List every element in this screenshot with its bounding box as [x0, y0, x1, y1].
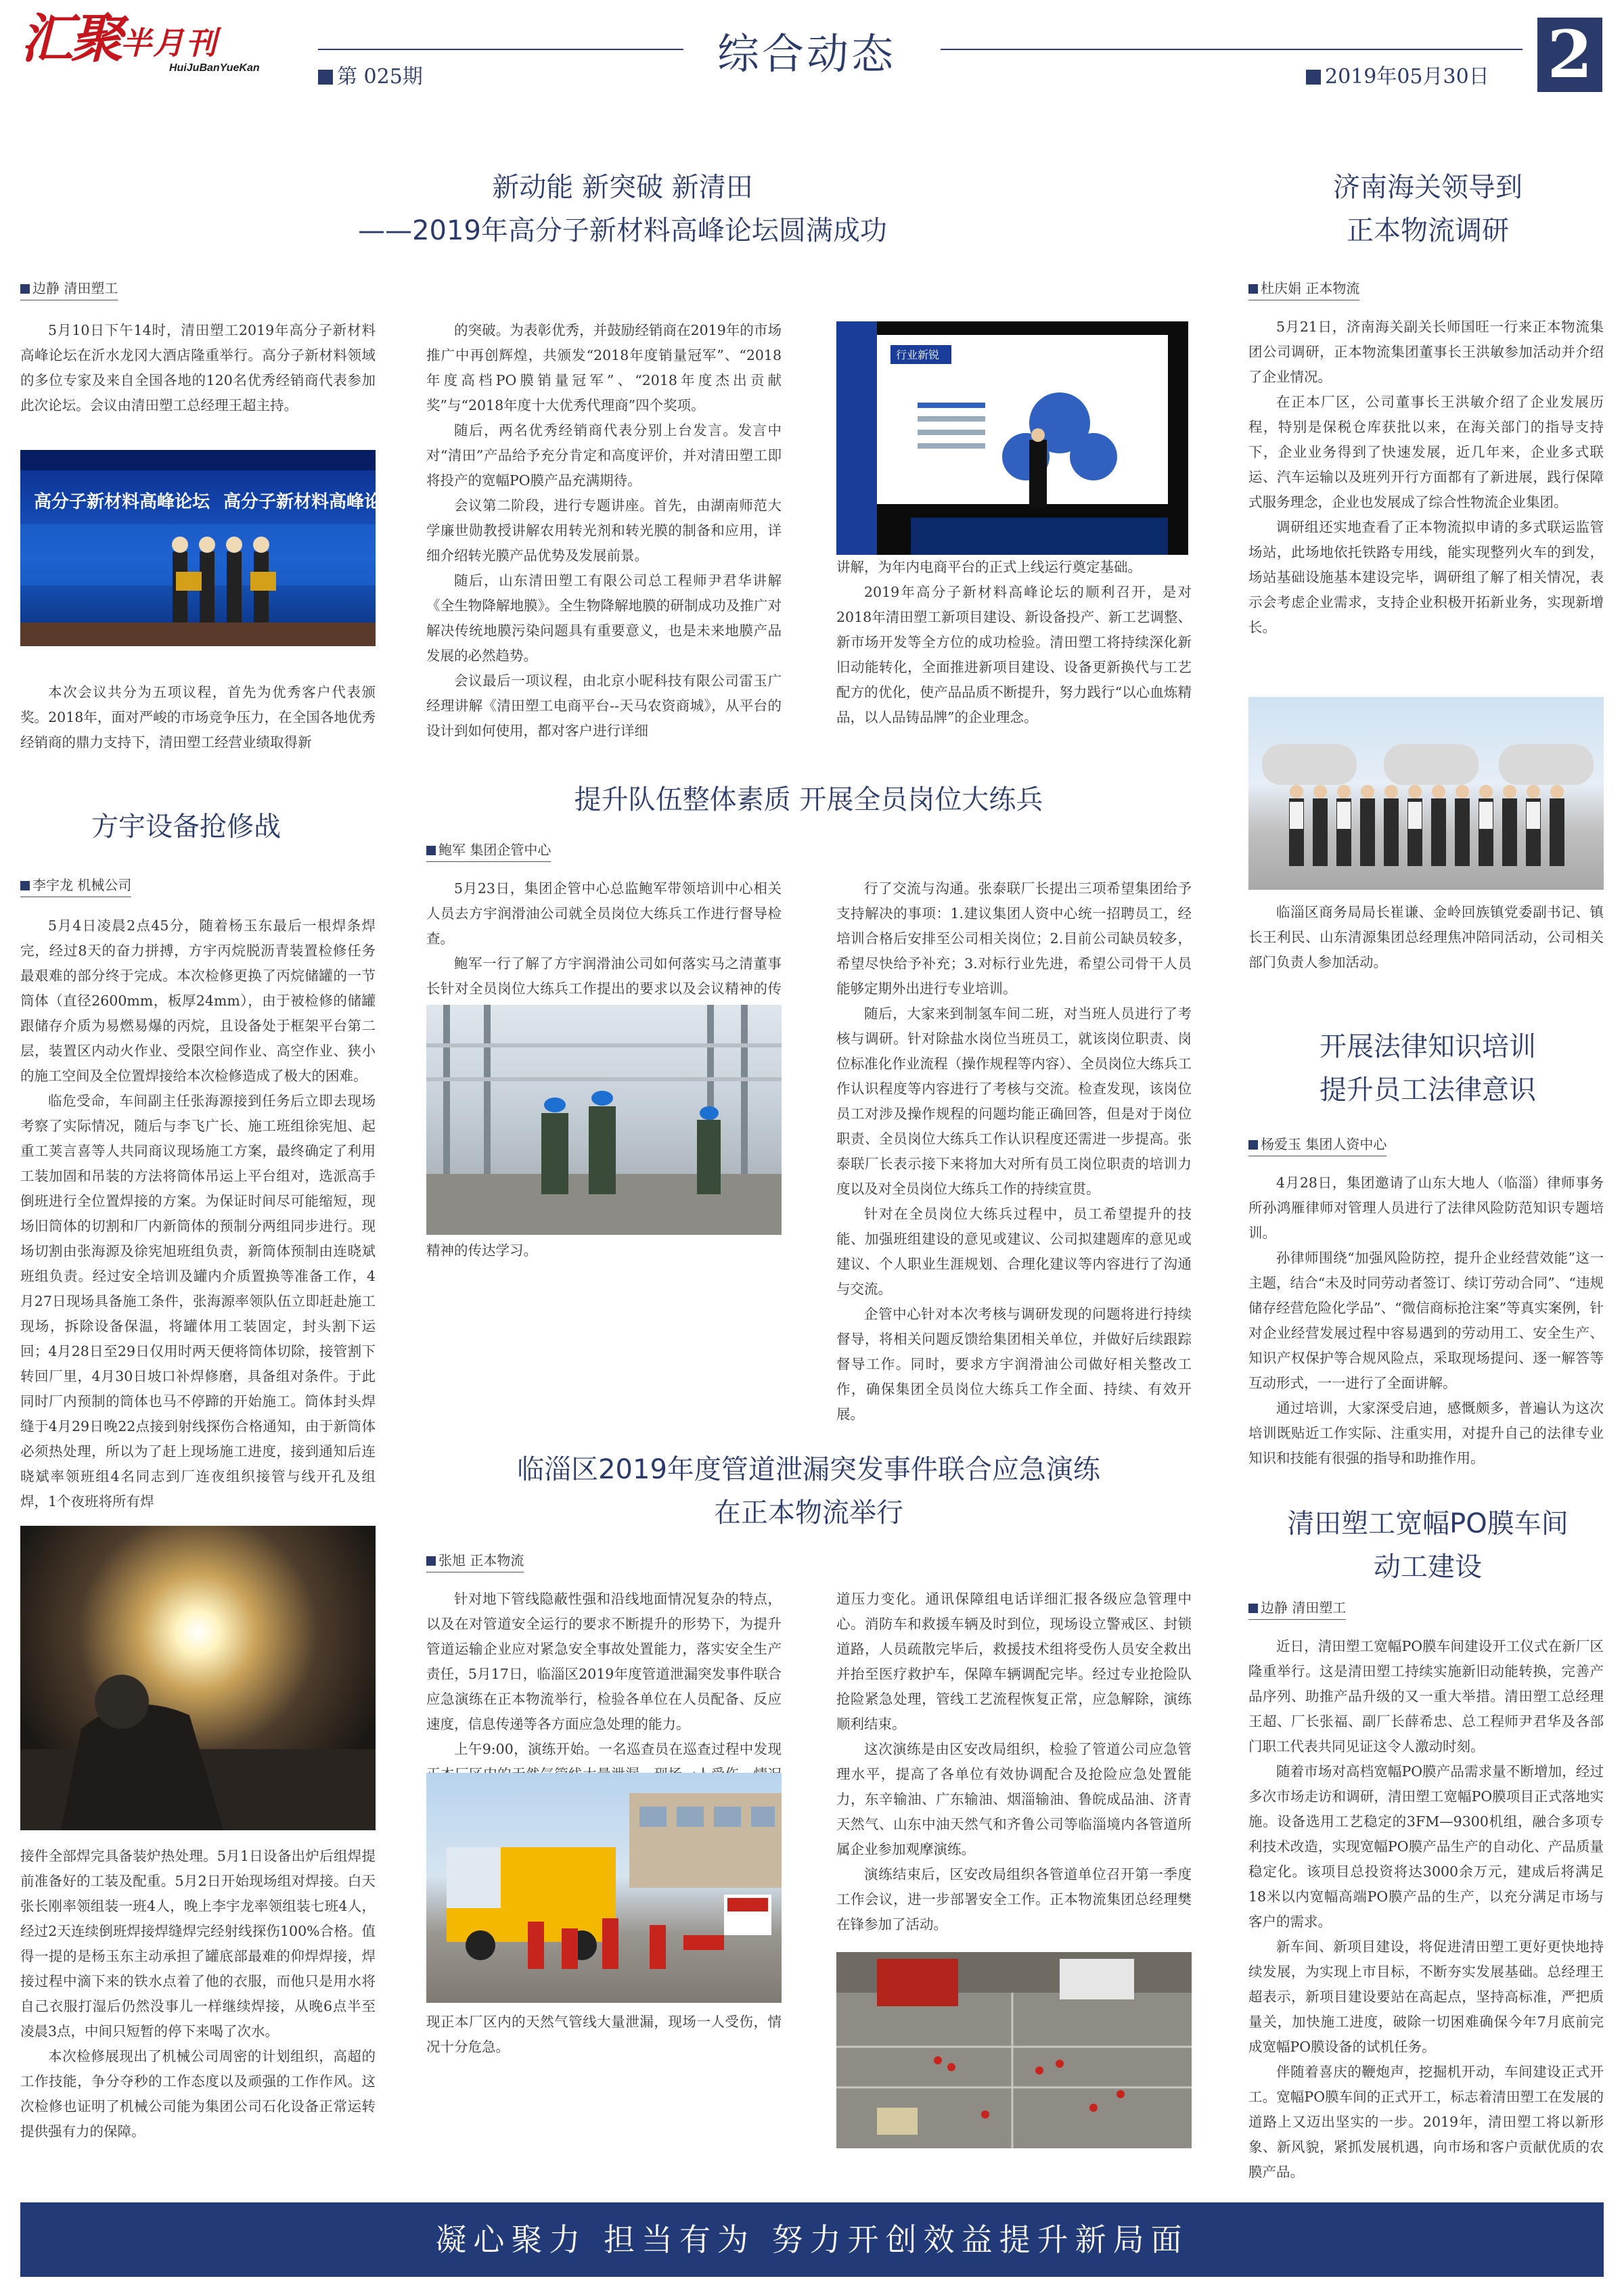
- issue-date: 2019年05月30日: [1306, 60, 1489, 89]
- drill-byline: 鲍军 集团企管中心: [426, 839, 551, 862]
- drill-col1-bottom: 精神的传达学习。: [426, 1242, 537, 1259]
- po-title: 清田塑工宽幅PO膜车间 动工建设: [1287, 1508, 1569, 1583]
- emergency-col1-bottom: 现正本厂区内的天然气管线大量泄漏，现场一人受伤，情况十分危急。: [426, 2014, 782, 2055]
- law-byline: 杨爱玉 集团人资中心: [1248, 1133, 1386, 1156]
- section-title: 综合动态: [717, 29, 897, 78]
- drill-site-photo: [426, 1005, 782, 1235]
- emergency-drill-photo: [426, 1773, 782, 2003]
- drill-col2: 行了交流与沟通。张泰联厂长提出三项希望集团给予支持解决的事项：1.建议集团人资中心统一招聘员工，经培训合格后安排至公司相关岗位；2.目前公司缺员较多，希望尽快给予补充；3.对标行业先进，希望公司骨干人员能够定期外出进行专业培训。 随后，大家来到制氢车间二班，对当班人员进行了考核与调研。针对除盐水岗位当班员工，就该岗位职责、岗位标准化作业流程（操作规程等内容）、全员岗位大练兵工作认识程度等内容进行了考核与交流。检查发现，该岗位员工对涉及操作规程的问题均能正确回答，但是对于岗位职责、全员岗位大练兵工作认识程度还需进一步提高。张泰联厂长表示接下来将加大对所有员工岗位职责的培训力度以及对全员岗位大练兵工作的持续宣贯。 针对在全员岗位大练兵过程中，员工希望提升的技能、加强班组建设的意见或建议、公司拟建题库的意见或建议、个人职业生涯规划、合理化建议等内容进行了沟通与交流。 企管中心针对本次考核与调研发现的问题将进行持续督导，将相关问题反馈给集团相关单位，并做好后续跟踪督导工作。同时，要求方宇润滑油公司做好相关整改工作，确保集团全员岗位大练兵工作全面、持续、有效开展。: [836, 880, 1192, 1422]
- forum-award-photo: [20, 450, 400, 646]
- po-body: 近日，清田塑工宽幅PO膜车间建设开工仪式在新厂区隆重举行。这是清田塑工持续实施新旧动能转换，完善产品序列、助推产品升级的又一重大举措。清田塑工总经理王超、厂长张福、副厂长薛希忠、总工程师尹君华及各部门职工代表共同见证这令人激动时刻。 随着市场对高档宽幅PO膜产品需求量不断增加，经过多次市场走访和调研，清田塑工宽幅PO膜项目正式落地实施。设备选用工艺稳定的3FM—9300机组，融合多项专利技术改造，实现宽幅PO膜产品生产的自动化、产品质量稳定化。该项目总投资将达3000余万元，建成后将满足18米以内宽幅高端PO膜产品的生产，以充分满足市场与客户的需求。 新车间、新项目建设，将促进清田塑工更好更快地持续发展，为实现上市目标，不断夯实发展基础。总经理王超表示，新项目建设要站在高起点，坚持高标准，严把质量关，加快施工进度，破除一切困难确保今年7月底前完成宽幅PO膜设备的试机任务。 伴随着喜庆的鞭炮声，挖掘机开动，车间建设正式开工。宽幅PO膜车间的正式开工，标志着清田塑工在发展的道路上又迈出坚实的一步。2019年，清田塑工将以新形象、新风貌，紧抓发展机遇，向市场和客户贡献优质的农膜产品。: [1248, 1638, 1604, 2180]
- customs-title: 济南海关领导到 正本物流调研: [1333, 172, 1522, 246]
- emergency-col2: 道压力变化。通讯保障组电话详细汇报各级应急管理中心。消防车和救援车辆及时到位，现场设立警戒区、封锁道路，人员疏散完毕后，救援技术组将受伤人员安全救出并抬至医疗救护车，保障车辆调配完毕。经过专业抢险队抢险紧急处理，管线工艺流程恢复正常，应急解除，演练顺利结束。 这次演练是由区安改局组织，检验了管道公司应急管理水平，提高了各单位有效协调配合及抢险应急处置能力，东辛输油、广东输油、烟淄输油、鲁皖成品油、济青天然气、山东中油天然气和齐鲁公司等临淄境内各管道所属企业参加观摩演练。 演练结束后，区安改局组织各管道单位召开第一季度工作会议，进一步部署安全工作。正本物流集团总经理樊在锋参加了活动。: [836, 1591, 1192, 1932]
- drill-title: 提升队伍整体素质 开展全员岗位大练兵: [574, 784, 1043, 815]
- emergency-byline: 张旭 正本物流: [426, 1549, 524, 1572]
- customs-body: 5月21日，济南海关副关长师国旺一行来正本物流集团公司调研，正本物流集团董事长王洪敏参加活动并介绍了企业情况。 在正本厂区，公司董事长王洪敏介绍了企业发展历程，特别是保税仓库获批以来，在海关部门的指导支持下，企业业务得到了快速发展，近几年来，企业多式联运、汽车运输以及班列开行方面都有了新进展，践行保障式服务理念，企业也发展成了综合性物流企业集团。 调研组还实地查看了正本物流拟申请的多式联运监管场站，此场地依托铁路专用线，能实现整列火车的到发，场站基础设施基本建设完毕，调研组了解了相关情况，表示会考虑企业需求，支持企业积极开拓新业务，实现新增长。: [1248, 319, 1604, 635]
- repair-welding-photo: [20, 1526, 376, 1830]
- forum-byline: 边静 清田塑工: [20, 277, 118, 300]
- masthead-logo: 汇聚半月刊: [20, 8, 219, 70]
- repair-byline: 李宇龙 机械公司: [20, 874, 131, 897]
- repair-col2: 接件全部焊完具备装炉热处理。5月1日设备出炉后组焊提前准备好的工装及配重。5月2日开始现场组对焊接。白天张长刚率领组装一班4人，晚上李宇龙率领组装七班4人，经过2天连续倒班焊接焊缝焊完经射线探伤100%合格。值得一提的是杨玉东主动承担了罐底部最难的仰焊焊接，焊接过程中滴下来的铁水点着了他的衣服，而他只是用水将自己衣服打湿后仍然没事儿一样继续焊接，从晚6点半至凌晨3点，中间只短暂的停下来喝了次水。 本次检修展现出了机械公司周密的计划组织，高超的工作技能，争分夺秒的工作态度以及顽强的工作作风。这次检修也证明了机械公司能为集团公司石化设备正常运转提供强有力的保障。: [20, 1848, 376, 2139]
- customs-caption: 临淄区商务局局长崔谦、金岭回族镇党委副书记、镇长王利民、山东清源集团总经理焦冲陪同活动，公司相关部门负责人参加活动。: [1248, 904, 1604, 970]
- forum-col3: 讲解，为年内电商平台的正式上线运行奠定基础。 2019年高分子新材料高峰论坛的顺利召开，是对2018年清田塑工新项目建设、新设备投产、新工艺调整、新市场开发等全方位的成功检验。清田塑工将持续深化新旧动能转化，全面推进新项目建设、设备更新换代与工艺配方的优化，使产品品质不断提升，努力践行“以心血炼精品，以人品铸品牌”的企业理念。: [836, 559, 1192, 725]
- issue-number: 第 025期: [318, 60, 423, 89]
- drill-col1-top: 5月23日，集团企管中心总监鲍军带领培训中心相关人员去方宇润滑油公司就全员岗位大练兵工作进行督导检查。 鲍军一行了解了方宇润滑油公司如何落实马之清董事长针对全员岗位大练兵工作提出的要求以及会议精神的传: [426, 880, 782, 997]
- footer-slogan: 凝心聚力 担当有为 努力开创效益提升新局面: [20, 2202, 1604, 2277]
- repair-col1: 5月4日凌晨2点45分，随着杨玉东最后一根焊条焊完，经过8天的奋力拼搏，方宇丙烷脱沥青装置检修任务最艰难的部分终于完成。本次检修更换了丙烷储罐的一节筒体（直径2600mm，板厚24mm），由于被检修的储罐跟储存介质为易燃易爆的丙烷，且设备处于框架平台第二层，装置区内动火作业、受限空间作业、高空作业、狭小的施工空间及全位置焊接给本次检修造成了极大的困难。 临危受命，车间副主任张海源接到任务后立即去现场考察了实际情况，随后与李飞广长、施工班组徐宪旭、起重工荚言喜等人共同商议现场施工方案，最终确定了利用工装加固和吊装的方法将筒体吊运上平台组对，选派高手倒班进行全位置焊接的方案。为保证时间尽可能缩短，现场旧筒体的切割和厂内新筒体的预制分两组同步进行。现场切割由张海源及徐宪旭班组负责，新筒体预制由连晓斌班组负责。经过安全培训及罐内介质置换等准备工作，4月27日现场具备施工条件，张海源率领队伍立即赶赴施工现场，拆除设备保温，将罐体用工装固定，封头割下运回；4月28日至29日仅用时两天便将筒体切除，接管割下转回厂里，4月30日坡口补焊修磨，具备组对条件。于此同时厂内预制的筒体也马不停蹄的开始施工。筒体封头焊缝于4月29日晚22点接到射线探伤合格通知，由于新筒体必须热处理，所以为了赶上现场施工进度，接到通知后连晓斌率领班组4名同志到厂连夜组织接管与线开孔及组焊，1个夜班将所有焊: [20, 918, 376, 1510]
- forum-lecture-photo: [836, 321, 1188, 555]
- po-byline: 边静 清田塑工: [1248, 1597, 1346, 1620]
- forum-col2: 的突破。为表彰优秀，并鼓励经销商在2019年的市场推广中再创辉煌，共颁发“2018年度销量冠军”、“2018年度高档PO膜销量冠军”、“2018年度杰出贡献奖”与“2018年度十大优秀代理商”四个奖项。 随后，两名优秀经销商代表分别上台发言。发言中对“清田”产品给予充分肯定和高度评价，并对清田塑工即将投产的宽幅PO膜产品充满期待。 会议第二阶段，进行专题讲座。首先，由湖南师范大学廉世勋教授讲解农用转光剂和转光膜的制备和应用，详细介绍转光膜产品优势及发展前景。 随后，山东清田塑工有限公司总工程师尹君华讲解《全生物降解地膜》。全生物降解地膜的研制成功及推广对解决传统地膜污染问题具有重要意义，也是未来地膜产品发展的必然趋势。 会议最后一项议程，由北京小昵科技有限公司雷玉广经理讲解《清田塑工电商平台--天马农资商城》，从平台的设计到如何使用，都对客户进行详细: [426, 322, 782, 739]
- photo-banner-text-right: 高分子新材料高峰论坛: [223, 492, 400, 512]
- law-title: 开展法律知识培训 提升员工法律意识: [1320, 1031, 1536, 1106]
- forum-title: 新动能 新突破 新清田 ——2019年高分子新材料高峰论坛圆满成功: [358, 172, 887, 246]
- slide-title: 行业新锐: [896, 348, 940, 361]
- masthead-pinyin: HuiJuBanYueKan: [169, 62, 260, 74]
- customs-byline: 杜庆娟 正本物流: [1248, 277, 1359, 300]
- repair-title: 方宇设备抢修战: [91, 811, 281, 842]
- emergency-col1-top: 针对地下管线隐蔽性强和沿线地面情况复杂的特点，以及在对管道安全运行的要求不断提升的形势下，为提升管道运输企业应对紧急安全事故处置能力，落实安全生产责任，5月17日，临淄区2019年度管道泄漏突发事件联合应急演练在正本物流举行，检验各单位在人员配备、反应速度，信息传递等各方面应急处理的能力。 上午9:00，演练开始。一名巡查员在巡查过程中发现: [426, 1591, 782, 1757]
- masthead-rule-left: [318, 49, 683, 50]
- photo-banner-text-left: 高分子新材料高峰论坛: [34, 492, 210, 512]
- forum-col1-top: 5月10日下午14时，清田塑工2019年高分子新材料高峰论坛在沂水龙冈大酒店隆重举行。高分子新材料领域的多位专家及来自全国各地的120名优秀经销商代表参加此次论坛。会议由清田塑工总经理王超主持。: [20, 322, 376, 413]
- law-body: 4月28日，集团邀请了山东大地人（临淄）律师事务所孙鸿雁律师对管理人员进行了法律风险防范知识专题培训。 孙律师围绕“加强风险防控，提升企业经营效能”这一主题，结合“未及时同劳动者签订、续订劳动合同”、“违规储存经营危险化学品”、“微信商标抢注案”等真实案例，针对企业经营发展过程中容易遇到的劳动用工、安全生产、知识产权保护等合规风险点，采取现场提问、逐一解答等互动形式，一一进行了全面讲解。 通过培训，大家深受启迪，感慨颇多，普遍认为这次培训既贴近工作实际、注重实用，对提升自己的法律专业知识和技能有很强的指导和助推作用。: [1248, 1175, 1604, 1466]
- forum-col1-bottom: 本次会议共分为五项议程，首先为优秀客户代表颁奖。2018年，面对严峻的市场竞争压力，在全国各地优秀经销商的鼎力支持下，清田塑工经营业绩取得新: [20, 684, 376, 750]
- page-number: 2: [1537, 18, 1602, 92]
- emergency-title: 临淄区2019年度管道泄漏突发事件联合应急演练 在正本物流举行: [517, 1454, 1100, 1529]
- masthead-rule-right: [941, 49, 1522, 50]
- emergency-aerial-photo: [836, 1952, 1192, 2148]
- customs-group-photo: [1248, 697, 1604, 890]
